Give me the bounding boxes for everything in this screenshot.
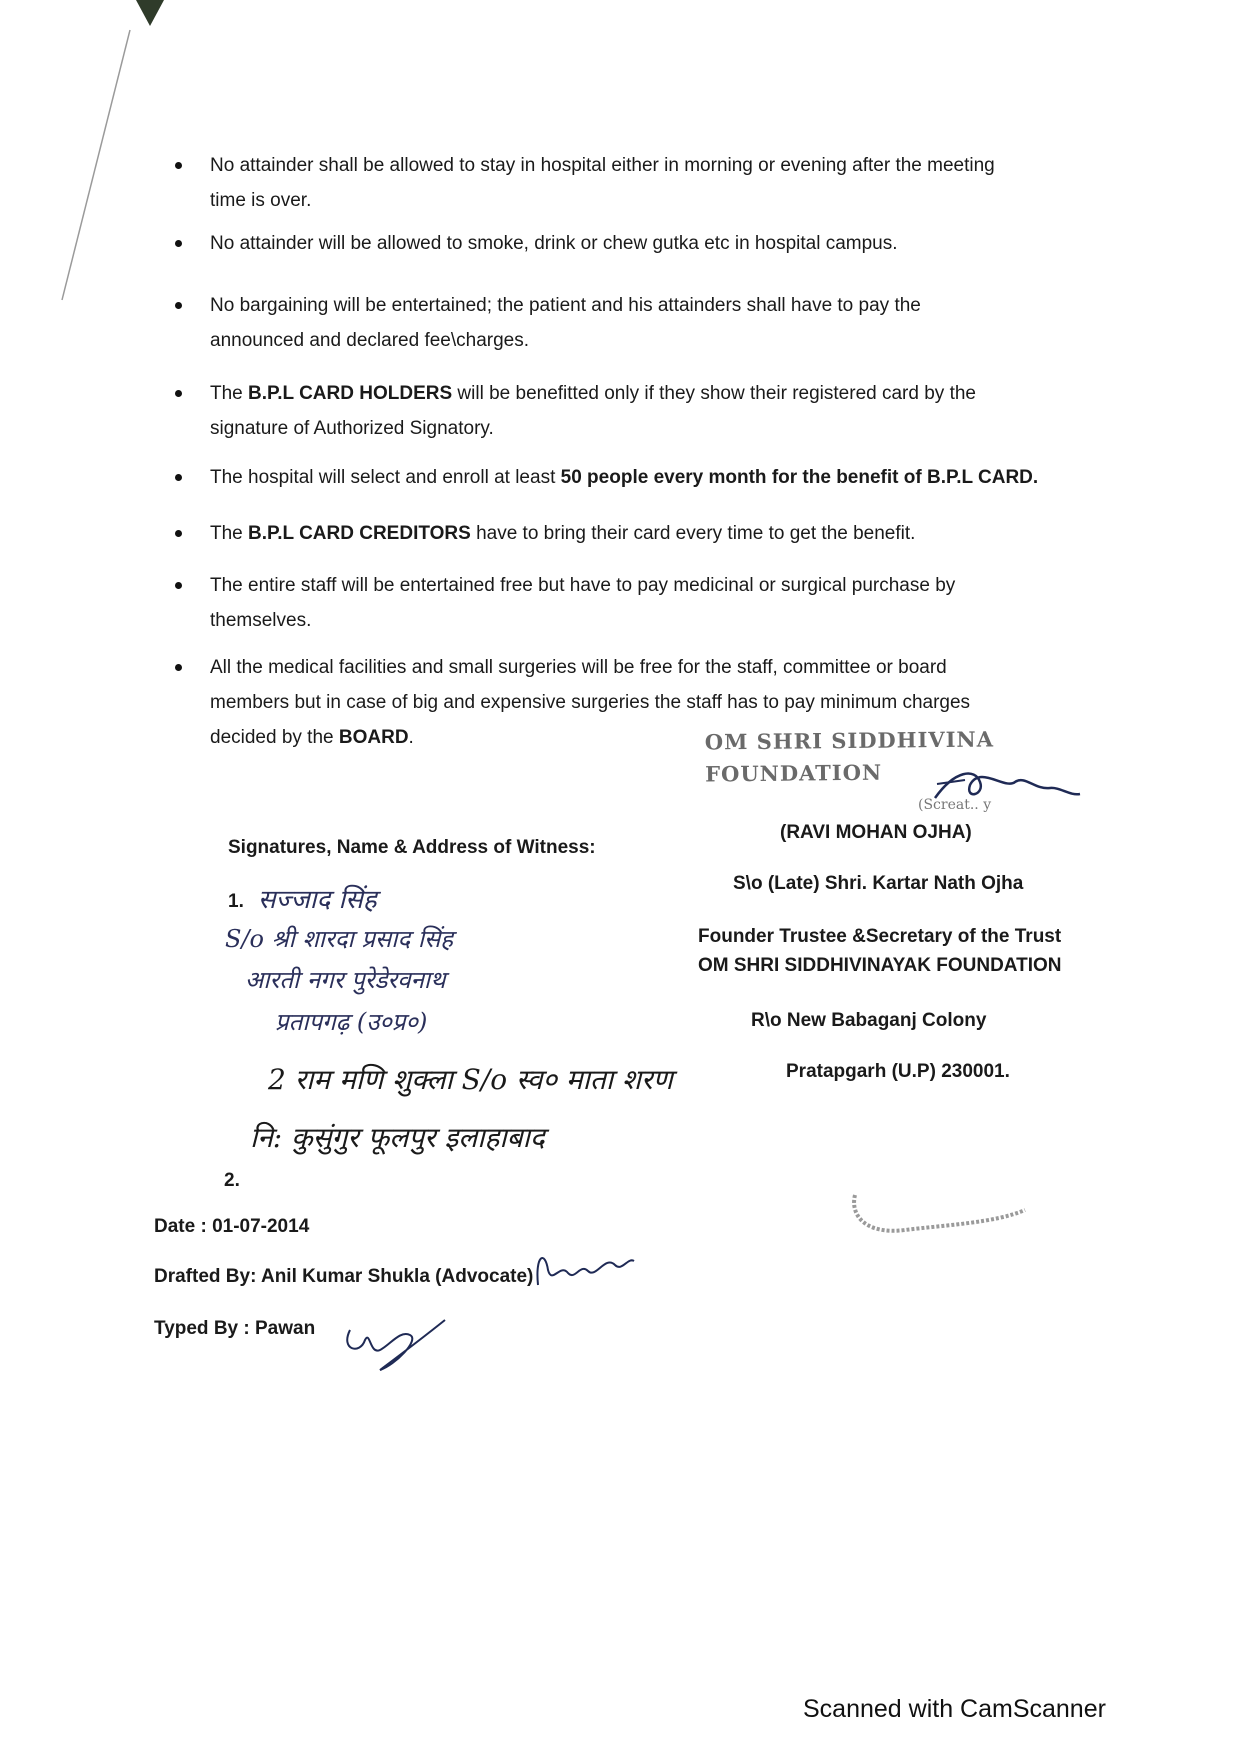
- typed-by: Typed By : Pawan: [154, 1318, 316, 1339]
- rule-text: announced and declared fee\charges.: [210, 330, 530, 351]
- bullet-icon: [175, 530, 182, 537]
- rule-text: The B.P.L CARD HOLDERS will be benefitted only if they show their registered card by the: [210, 383, 976, 404]
- bullet-icon: [175, 240, 182, 247]
- rule-text: The hospital will select and enroll at least 50 people every month for the benefit of B.P.L CARD.: [210, 467, 1039, 488]
- witness-handwriting: आरती नगर पुरेडेरवनाथ: [245, 966, 446, 994]
- stamp-line: OM SHRI SIDDHIVINA: [704, 726, 995, 755]
- rule-text: time is over.: [210, 190, 312, 211]
- ink-smudge: [845, 1185, 1035, 1245]
- rule-text: No attainder will be allowed to smoke, drink or chew gutka etc in hospital campus.: [210, 233, 898, 254]
- secretary-signature: [925, 760, 1085, 810]
- signatory-org: OM SHRI SIDDHIVINAYAK FOUNDATION: [698, 955, 1062, 976]
- signatory-parent: S\o (Late) Shri. Kartar Nath Ojha: [733, 873, 1024, 894]
- typist-signature: [340, 1310, 450, 1380]
- rule-text: No bargaining will be entertained; the patient and his attainders shall have to pay the: [210, 295, 921, 316]
- bullet-icon: [175, 664, 182, 671]
- witness-handwriting: 2 राम मणि शुक्ला S/o स्व० माता शरण: [268, 1063, 673, 1096]
- stamp-line: FOUNDATION: [705, 759, 883, 787]
- camscanner-watermark: Scanned with CamScanner: [803, 1695, 1106, 1723]
- rule-text: All the medical facilities and small surgeries will be free for the staff, committee or board: [210, 657, 947, 678]
- witness-handwriting: सज्जाद सिंह: [258, 885, 377, 915]
- stamp-subscript: (Screat.. y: [918, 797, 992, 813]
- bullet-icon: [175, 474, 182, 481]
- witness-heading: Signatures, Name & Address of Witness:: [228, 837, 596, 858]
- bullet-icon: [175, 302, 182, 309]
- rule-text: themselves.: [210, 610, 312, 631]
- signatory-address: R\o New Babaganj Colony: [751, 1010, 987, 1031]
- signatory-role: Founder Trustee &Secretary of the Trust: [698, 926, 1062, 947]
- witness-handwriting: नि: कुसुंगुर फूलपुर इलाहाबाद: [250, 1121, 545, 1154]
- bullet-icon: [175, 162, 182, 169]
- bullet-icon: [175, 582, 182, 589]
- rule-text: The B.P.L CARD CREDITORS have to bring their card every time to get the benefit.: [210, 523, 916, 544]
- rule-text: signature of Authorized Signatory.: [210, 418, 494, 439]
- witness-number: 2.: [224, 1170, 240, 1191]
- drafted-by: Drafted By: Anil Kumar Shukla (Advocate): [154, 1266, 534, 1287]
- scan-edge-line: [0, 0, 160, 320]
- witness-handwriting: S/o श्री शारदा प्रसाद सिंह: [225, 925, 454, 953]
- rule-text: members but in case of big and expensive surgeries the staff has to pay minimum charges: [210, 692, 971, 713]
- rule-text: No attainder shall be allowed to stay in hospital either in morning or evening after the meeting: [210, 155, 995, 176]
- advocate-signature: [530, 1245, 640, 1295]
- rule-text: The entire staff will be entertained free but have to pay medicinal or surgical purchase by: [210, 575, 956, 596]
- bullet-icon: [175, 390, 182, 397]
- witness-handwriting: प्रतापगढ़ (उ०प्र०): [275, 1008, 428, 1036]
- rule-text: decided by the BOARD.: [210, 727, 414, 748]
- witness-number: 1.: [228, 891, 244, 912]
- signatory-city: Pratapgarh (U.P) 230001.: [786, 1061, 1010, 1082]
- document-date: Date : 01-07-2014: [154, 1216, 310, 1237]
- signatory-name: (RAVI MOHAN OJHA): [780, 822, 972, 843]
